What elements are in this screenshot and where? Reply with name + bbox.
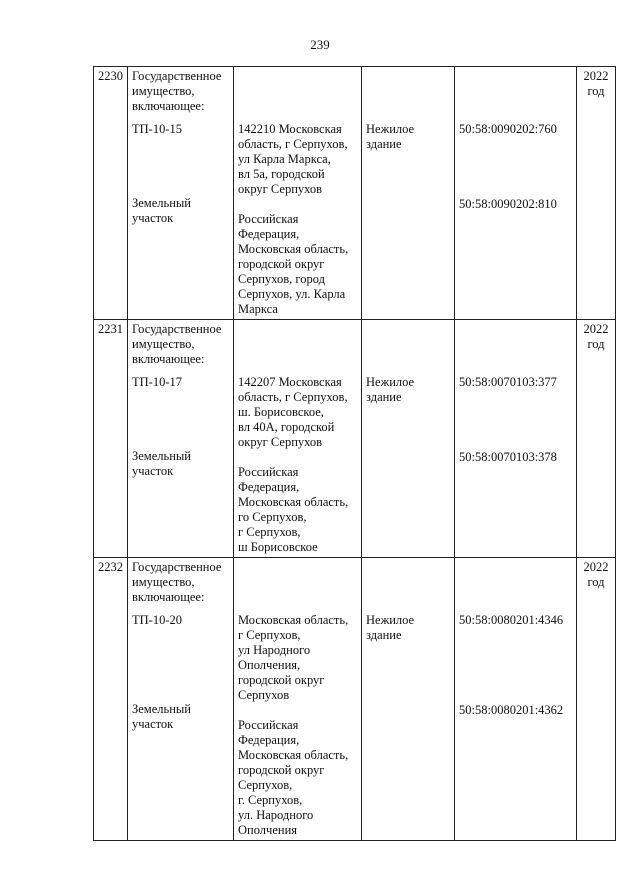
name-cell	[128, 67, 234, 320]
record-number: 2231	[94, 320, 128, 558]
cadastral-cell	[455, 320, 577, 558]
registry-row	[94, 558, 616, 841]
object-type: Нежилое здание	[366, 613, 415, 642]
cadastral-number: 50:58:0070103:378	[459, 450, 557, 464]
record-year: 2022 год	[583, 69, 609, 98]
year-cell	[577, 558, 616, 841]
record-heading: Государственное имущество, включающее:	[132, 69, 222, 113]
object-type: Нежилое здание	[366, 122, 415, 151]
year-cell	[577, 320, 616, 558]
name-cell	[128, 320, 234, 558]
record-number: 2230	[94, 67, 128, 320]
property-registry-table	[93, 66, 616, 841]
cadastral-cell	[455, 67, 577, 320]
cadastral-number: 50:58:0080201:4346	[459, 613, 564, 627]
object-name: ТП-10-20	[132, 613, 182, 627]
object-name: Земельный участок	[132, 449, 191, 478]
object-address: Российская Федерация, Московская область, го Серпухов, г Серпухов, ш Борисовское	[238, 465, 349, 554]
name-cell	[128, 558, 234, 841]
object-name: ТП-10-17	[132, 375, 182, 389]
record-year: 2022 год	[583, 322, 609, 351]
object-address: Российская Федерация, Московская область, городской округ Серпухов, город Серпухов, ул. Карла Маркса	[238, 212, 349, 316]
record-year: 2022 год	[583, 560, 609, 589]
cadastral-number: 50:58:0090202:810	[459, 197, 557, 211]
page-number: 239	[310, 37, 330, 52]
object-name: Земельный участок	[132, 702, 191, 731]
object-address: 142207 Московская область, г Серпухов, ш. Борисовское, вл 40А, городской округ Серпухов	[238, 375, 348, 449]
cadastral-number: 50:58:0070103:377	[459, 375, 557, 389]
type-cell	[362, 320, 455, 558]
address-cell	[234, 558, 362, 841]
cadastral-cell	[455, 558, 577, 841]
record-heading: Государственное имущество, включающее:	[132, 322, 222, 366]
address-cell	[234, 320, 362, 558]
record-heading: Государственное имущество, включающее:	[132, 560, 222, 604]
cadastral-number: 50:58:0090202:760	[459, 122, 557, 136]
object-address: 142210 Московская область, г Серпухов, ул Карла Маркса, вл 5а, городской округ Серпухов	[238, 122, 348, 196]
registry-row	[94, 320, 616, 558]
object-name: Земельный участок	[132, 196, 191, 225]
object-type: Нежилое здание	[366, 375, 415, 404]
cadastral-number: 50:58:0080201:4362	[459, 703, 564, 717]
object-address: Российская Федерация, Московская область, городской округ Серпухов, г. Серпухов, ул. Народного Ополчения	[238, 718, 349, 837]
year-cell	[577, 67, 616, 320]
object-name: ТП-10-15	[132, 122, 182, 136]
address-cell	[234, 67, 362, 320]
object-address: Московская область, г Серпухов, ул Народного Ополчения, городской округ Серпухов	[238, 613, 349, 702]
record-number: 2232	[94, 558, 128, 841]
registry-row	[94, 67, 616, 320]
type-cell	[362, 67, 455, 320]
type-cell	[362, 558, 455, 841]
